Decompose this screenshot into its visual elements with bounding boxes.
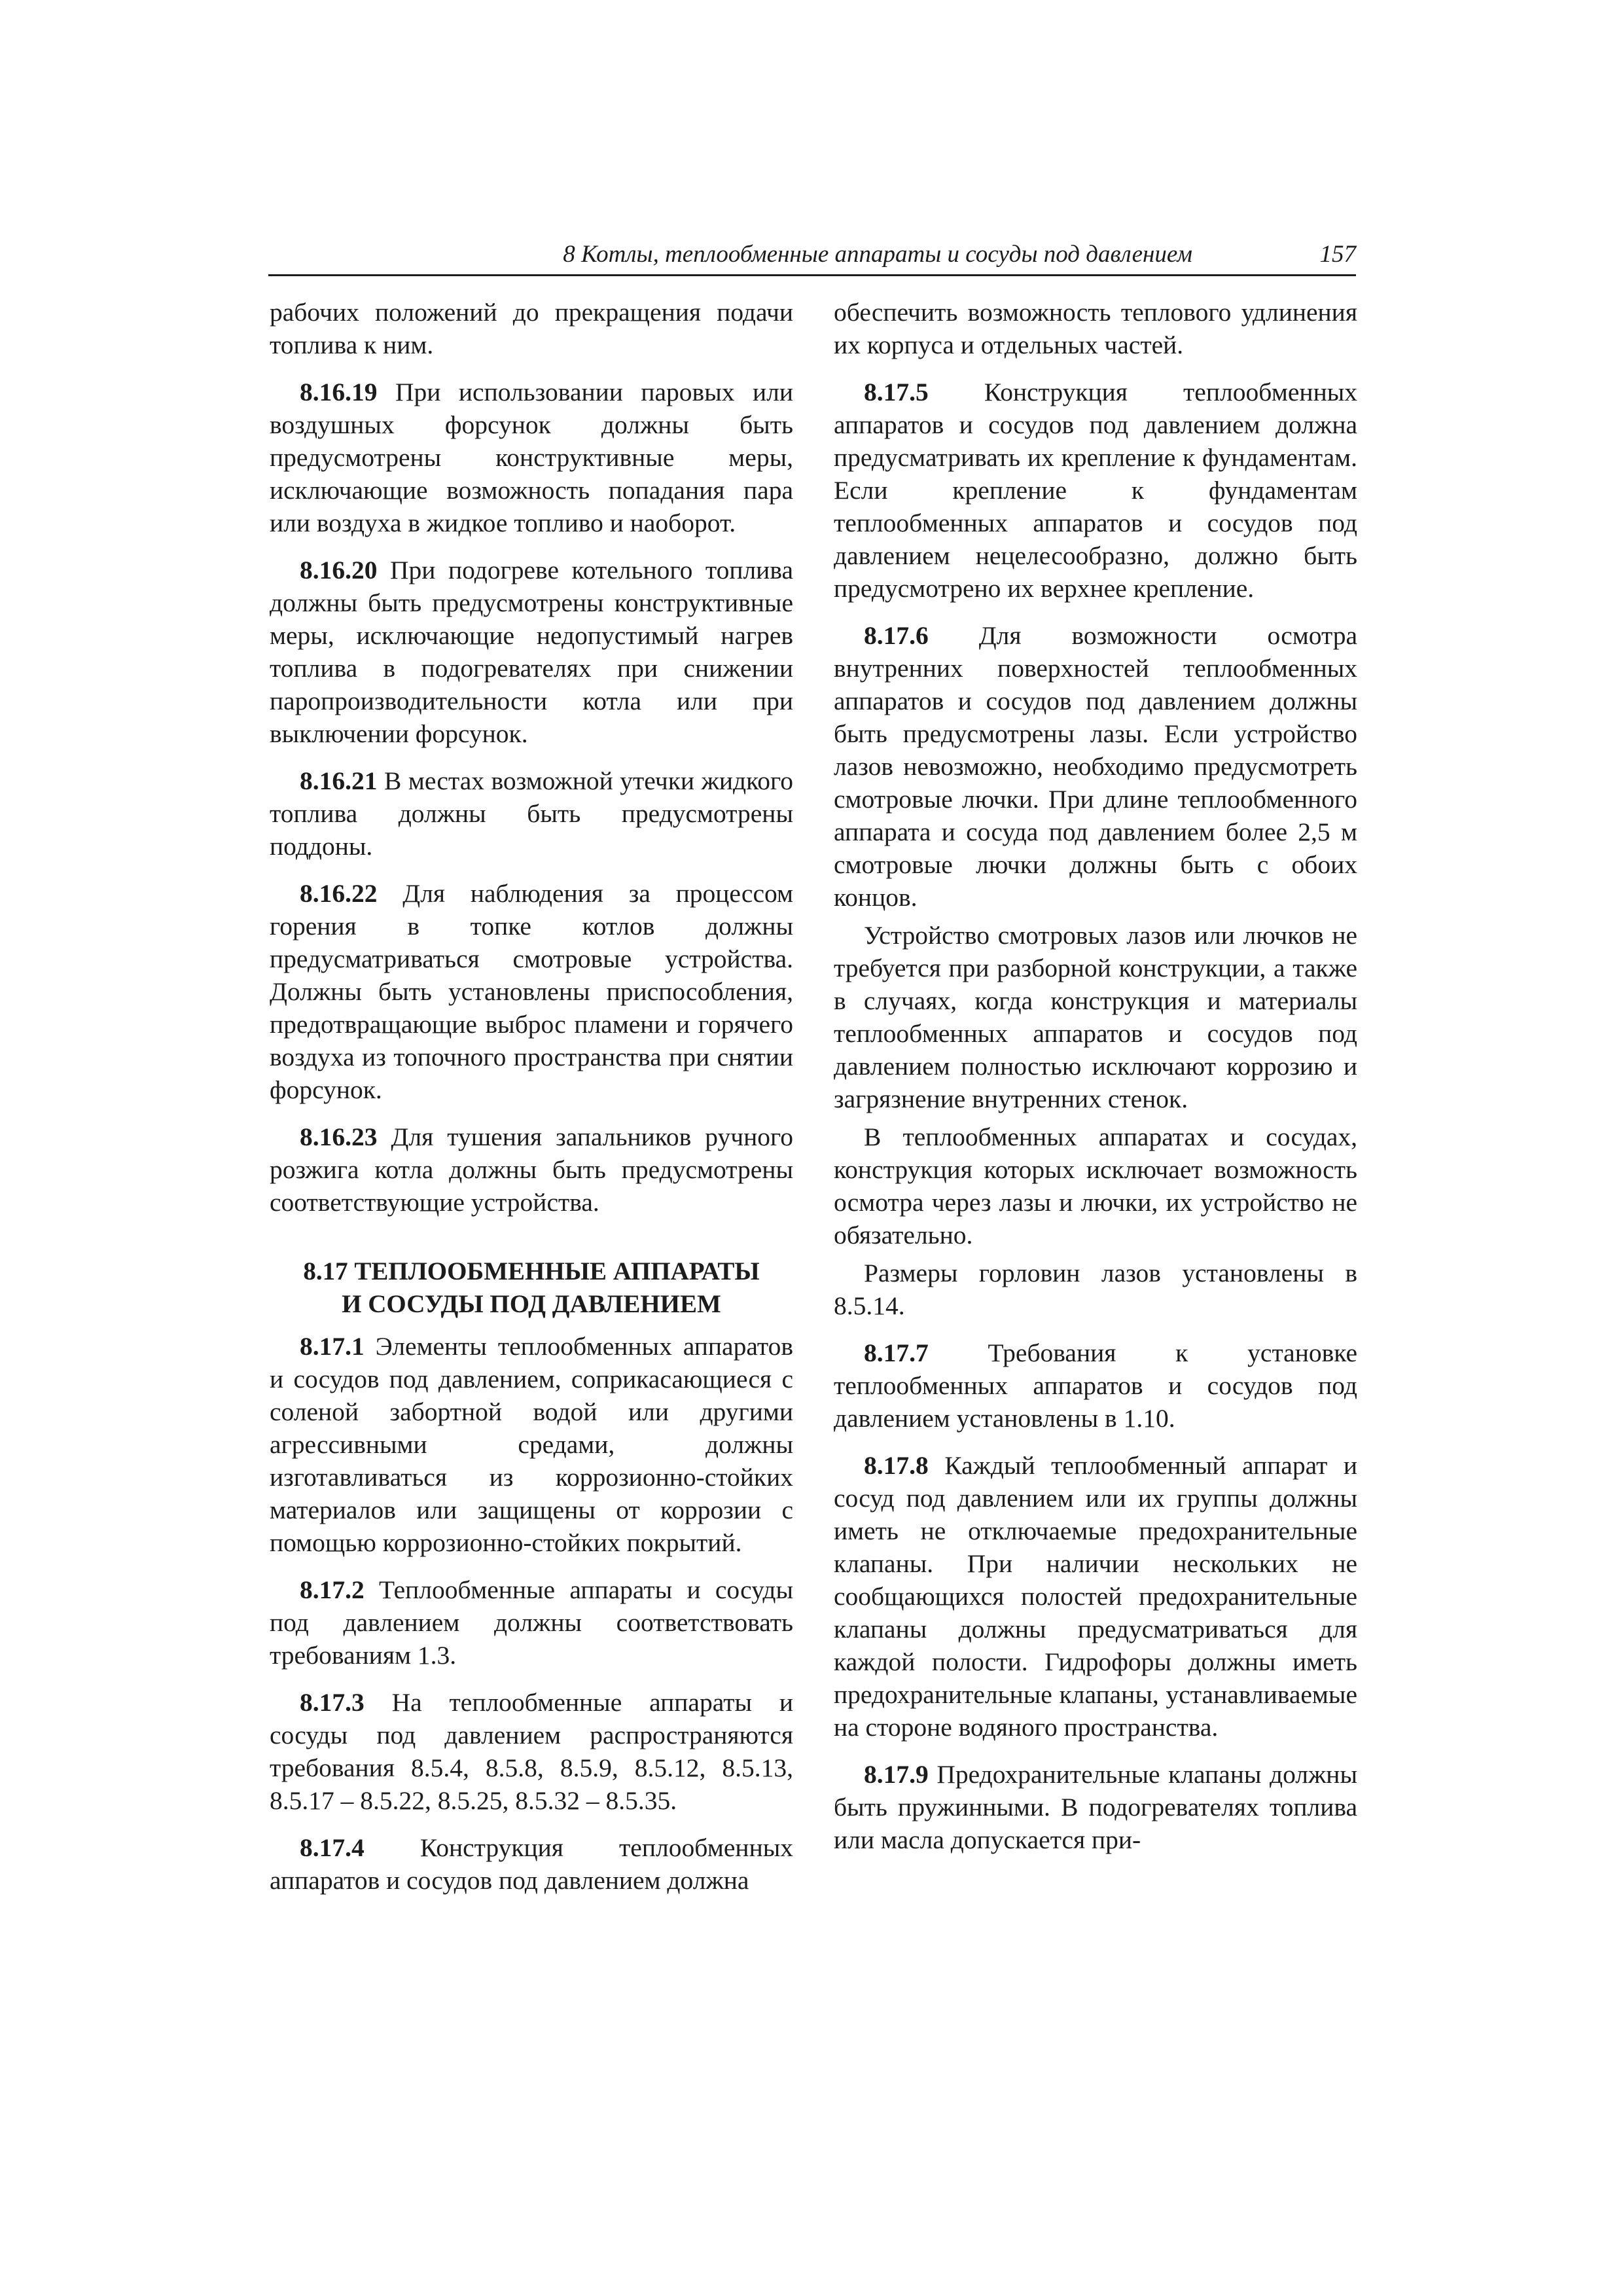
clause-number: 8.16.19 [300, 378, 378, 406]
paragraph-text: обеспечить возможность теплового удлинения их корпуса и отдельных частей. [834, 298, 1357, 359]
paragraph-continued [834, 296, 1357, 361]
clause-text: Конструкция теплообменных аппаратов и сосудов под давлением должна предусматривать их крепление к фундаментам. Если крепление к фундаментам теплообменных аппаратов и сосудов под давлением нецелесообразно, должно быть предусмотрено их верхнее крепление. [834, 378, 1357, 603]
clause-number: 8.16.23 [300, 1122, 378, 1151]
clause-8-17-5 [834, 376, 1357, 605]
running-header [268, 237, 1356, 276]
clause-number: 8.17.7 [864, 1338, 929, 1367]
paragraph [834, 919, 1357, 1115]
paragraph [834, 1121, 1357, 1251]
clause-number: 8.17.6 [864, 621, 929, 650]
clause-8-17-8 [834, 1449, 1357, 1744]
paragraph-text: В теплообменных аппаратах и сосудах, конструкция которых исключает возможность осмотра через лазы и лючки, их устройство не обязательно. [834, 1122, 1357, 1249]
paragraph-continued [270, 296, 793, 361]
clause-text: Элементы теплообменных аппаратов и сосудов под давлением, соприкасающиеся с соленой забортной водой или другими агрессивными средами, должны изготавливаться из коррозионно-стойких материалов или защищены от коррозии с помощью коррозионно-стойких покрытий. [270, 1332, 793, 1557]
clause-text: Каждый теплообменный аппарат и сосуд под давлением или их группы должны иметь не отключаемые предохранительные клапаны. При наличии нескольких не сообщающихся полостей предохранительные клапаны должны предусматриваться для каждой полости. Гидрофоры должны иметь предохранительные клапаны, устанавливаемые на стороне водяного пространства. [834, 1451, 1357, 1742]
paragraph-text: рабочих положений до прекращения подачи топлива к ним. [270, 298, 793, 359]
clause-number: 8.16.22 [300, 879, 378, 908]
clause-number: 8.17.4 [300, 1833, 365, 1862]
clause-number: 8.17.3 [300, 1688, 365, 1717]
section-heading [270, 1255, 793, 1321]
page-number: 157 [1319, 240, 1356, 268]
clause-8-17-9 [834, 1758, 1357, 1856]
clause-text: Требования к установке теплообменных аппаратов и сосудов под давлением установлены в 1.10. [834, 1338, 1357, 1433]
clause-text: При использовании паровых или воздушных форсунок должны быть предусмотрены конструктивные меры, исключающие возможность попадания пара или воздуха в жидкое топливо и наоборот. [270, 378, 793, 537]
clause-text: Для возможности осмотра внутренних поверхностей теплообменных аппаратов и сосудов под давлением должны быть предусмотрены лазы. Если устройство лазов невозможно, необходимо предусмотреть смотровые лючки. При длине теплообменного аппарата и сосуда под давлением более 2,5 м смотровые лючки должны быть с обоих концов. [834, 621, 1357, 912]
clause-8-16-22 [270, 877, 793, 1106]
clause-8-17-6 [834, 619, 1357, 914]
clause-text: Для тушения запальников ручного розжига котла должны быть предусмотрены соответствующие устройства. [270, 1122, 793, 1217]
paragraph [834, 1257, 1357, 1322]
clause-number: 8.17.8 [864, 1451, 929, 1480]
clause-8-17-1 [270, 1330, 793, 1559]
clause-8-17-7 [834, 1336, 1357, 1435]
clause-number: 8.16.20 [300, 556, 378, 584]
clause-text: В местах возможной утечки жидкого топлива должны быть предусмотрены поддоны. [270, 766, 793, 861]
clause-text: Для наблюдения за процессом горения в топке котлов должны предусматриваться смотровые устройства. Должны быть установлены приспособления, предотвращающие выброс пламени и горячего воздуха из топочного пространства при снятии форсунок. [270, 879, 793, 1104]
clause-number: 8.16.21 [300, 766, 378, 795]
clause-number: 8.17.5 [864, 378, 929, 406]
clause-text: Конструкция теплообменных аппаратов и сосудов под давлением должна [270, 1833, 793, 1895]
clause-number: 8.17.9 [864, 1760, 929, 1789]
section-heading-line-2: И СОСУДЫ ПОД ДАВЛЕНИЕМ [342, 1290, 721, 1318]
paragraph-text: Устройство смотровых лазов или лючков не требуется при разборной конструкции, а также в случаях, когда конструкция и материалы теплообменных аппаратов и сосудов под давлением полностью исключают коррозию и загрязнение внутренних стенок. [834, 921, 1357, 1113]
clause-number: 8.17.1 [300, 1332, 365, 1361]
running-title: 8 Котлы, теплообменные аппараты и сосуды под давлением [563, 240, 1192, 268]
clause-text: На теплообменные аппараты и сосуды под давлением распространяются требования 8.5.4, 8.5.8, 8.5.9, 8.5.12, 8.5.13, 8.5.17 – 8.5.22, 8.5.25, 8.5.32 – 8.5.35. [270, 1688, 793, 1815]
paragraph-text: Размеры горловин лазов установлены в 8.5.14. [834, 1259, 1357, 1320]
clause-8-17-3 [270, 1686, 793, 1817]
clause-8-16-19 [270, 376, 793, 539]
clause-8-17-4 [270, 1831, 793, 1897]
clause-8-16-21 [270, 764, 793, 863]
clause-8-16-20 [270, 554, 793, 750]
clause-text: Предохранительные клапаны должны быть пружинными. В подогревателях топлива или масла допускается при- [834, 1760, 1357, 1854]
clause-8-17-2 [270, 1573, 793, 1672]
section-heading-line-1: 8.17 ТЕПЛООБМЕННЫЕ АППАРАТЫ [303, 1257, 760, 1285]
clause-8-16-23 [270, 1121, 793, 1219]
right-column [834, 296, 1357, 1871]
left-column [270, 296, 793, 1911]
clause-number: 8.17.2 [300, 1575, 365, 1604]
clause-text: Теплообменные аппараты и сосуды под давлением должны соответствовать требованиям 1.3. [270, 1575, 793, 1670]
clause-text: При подогреве котельного топлива должны быть предусмотрены конструктивные меры, исключающие недопустимый нагрев топлива в подогревателях при снижении паропроизводительности котла или при выключении форсунок. [270, 556, 793, 748]
